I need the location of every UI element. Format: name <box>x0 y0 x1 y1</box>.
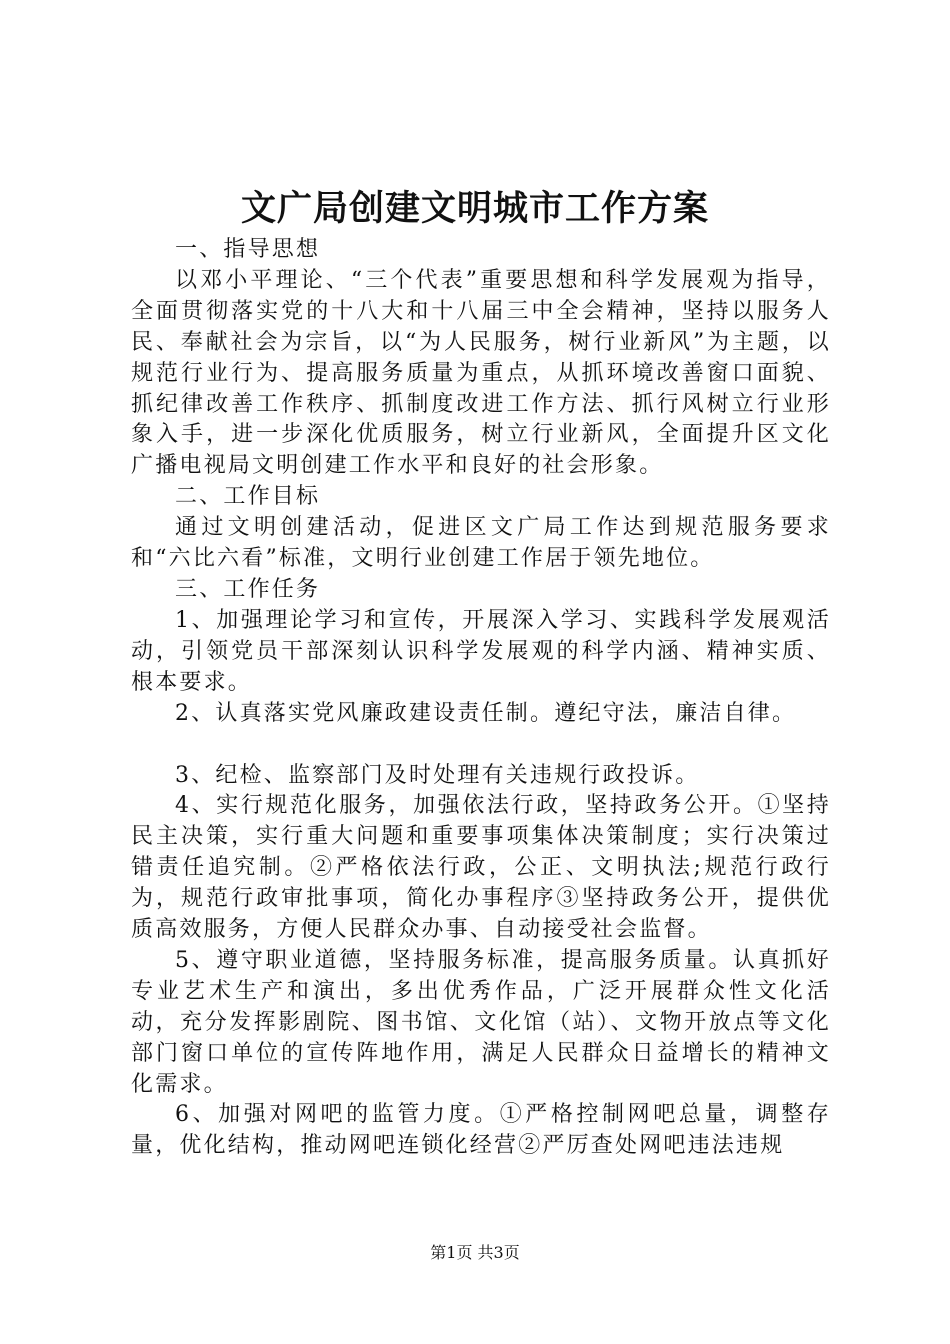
paragraph-guiding-ideology: 以邓小平理论、“三个代表”重要思想和科学发展观为指导，全面贯彻落实党的十八大和十八届三中全会精神，坚持以服务人民、奉献社会为宗旨，以“为人民服务，树行业新风”为主题，以规范行业行为、提高服务质量为重点，从抓环境改善窗口面貌、抓纪律改善工作秩序、抓制度改进工作方法、抓行风树立行业形象入手，进一步深化优质服务，树立行业新风，全面提升区文化广播电视局文明创建工作水平和良好的社会形象。 <box>131 267 831 479</box>
task-item-3: 3、纪检、监察部门及时处理有关违规行政投诉。 <box>175 762 700 788</box>
task-item-6: 6、加强对网吧的监管力度。①严格控制网吧总量，调整存量，优化结构，推动网吧连锁化经营②严厉查处网吧违法违规 <box>131 1102 831 1159</box>
section-heading-work-goals: 二、工作目标 <box>175 484 321 510</box>
task-item-2: 2、认真落实党风廉政建设责任制。遵纪守法，廉洁自律。 <box>175 700 797 726</box>
task-item-5: 5、遵守职业道德，坚持服务标准，提高服务质量。认真抓好专业艺术生产和演出，多出优秀作品，广泛开展群众性文化活动，充分发挥影剧院、图书馆、文化馆（站）、文物开放点等文化部门窗口单位的宣传阵地作用，满足人民群众日益增长的精神文化需求。 <box>131 947 831 1097</box>
paragraph-work-goals: 通过文明创建活动，促进区文广局工作达到规范服务要求和“六比六看”标准，文明行业创建工作居于领先地位。 <box>131 515 831 572</box>
document-body <box>131 235 831 1162</box>
document-title: 文广局创建文明城市工作方案 <box>240 188 709 229</box>
page-number-footer: 第1页 共3页 <box>430 1243 520 1262</box>
task-item-4: 4、实行规范化服务，加强依法行政，坚持政务公开。①坚持民主决策，实行重大问题和重要事项集体决策制度；实行决策过错责任追究制。②严格依法行政，公正、文明执法;规范行政行为，规范行政审批事项，简化办事程序③坚持政务公开，提供优质高效服务，方便人民群众办事、自动接受社会监督。 <box>131 793 831 943</box>
section-heading-guiding-ideology: 一、指导思想 <box>175 237 321 262</box>
section-heading-work-tasks: 三、工作任务 <box>175 576 321 602</box>
task-item-1: 1、加强理论学习和宣传，开展深入学习、实践科学发展观活动，引领党员干部深刻认识科学发展观的科学内涵、精神实质、根本要求。 <box>131 607 831 695</box>
